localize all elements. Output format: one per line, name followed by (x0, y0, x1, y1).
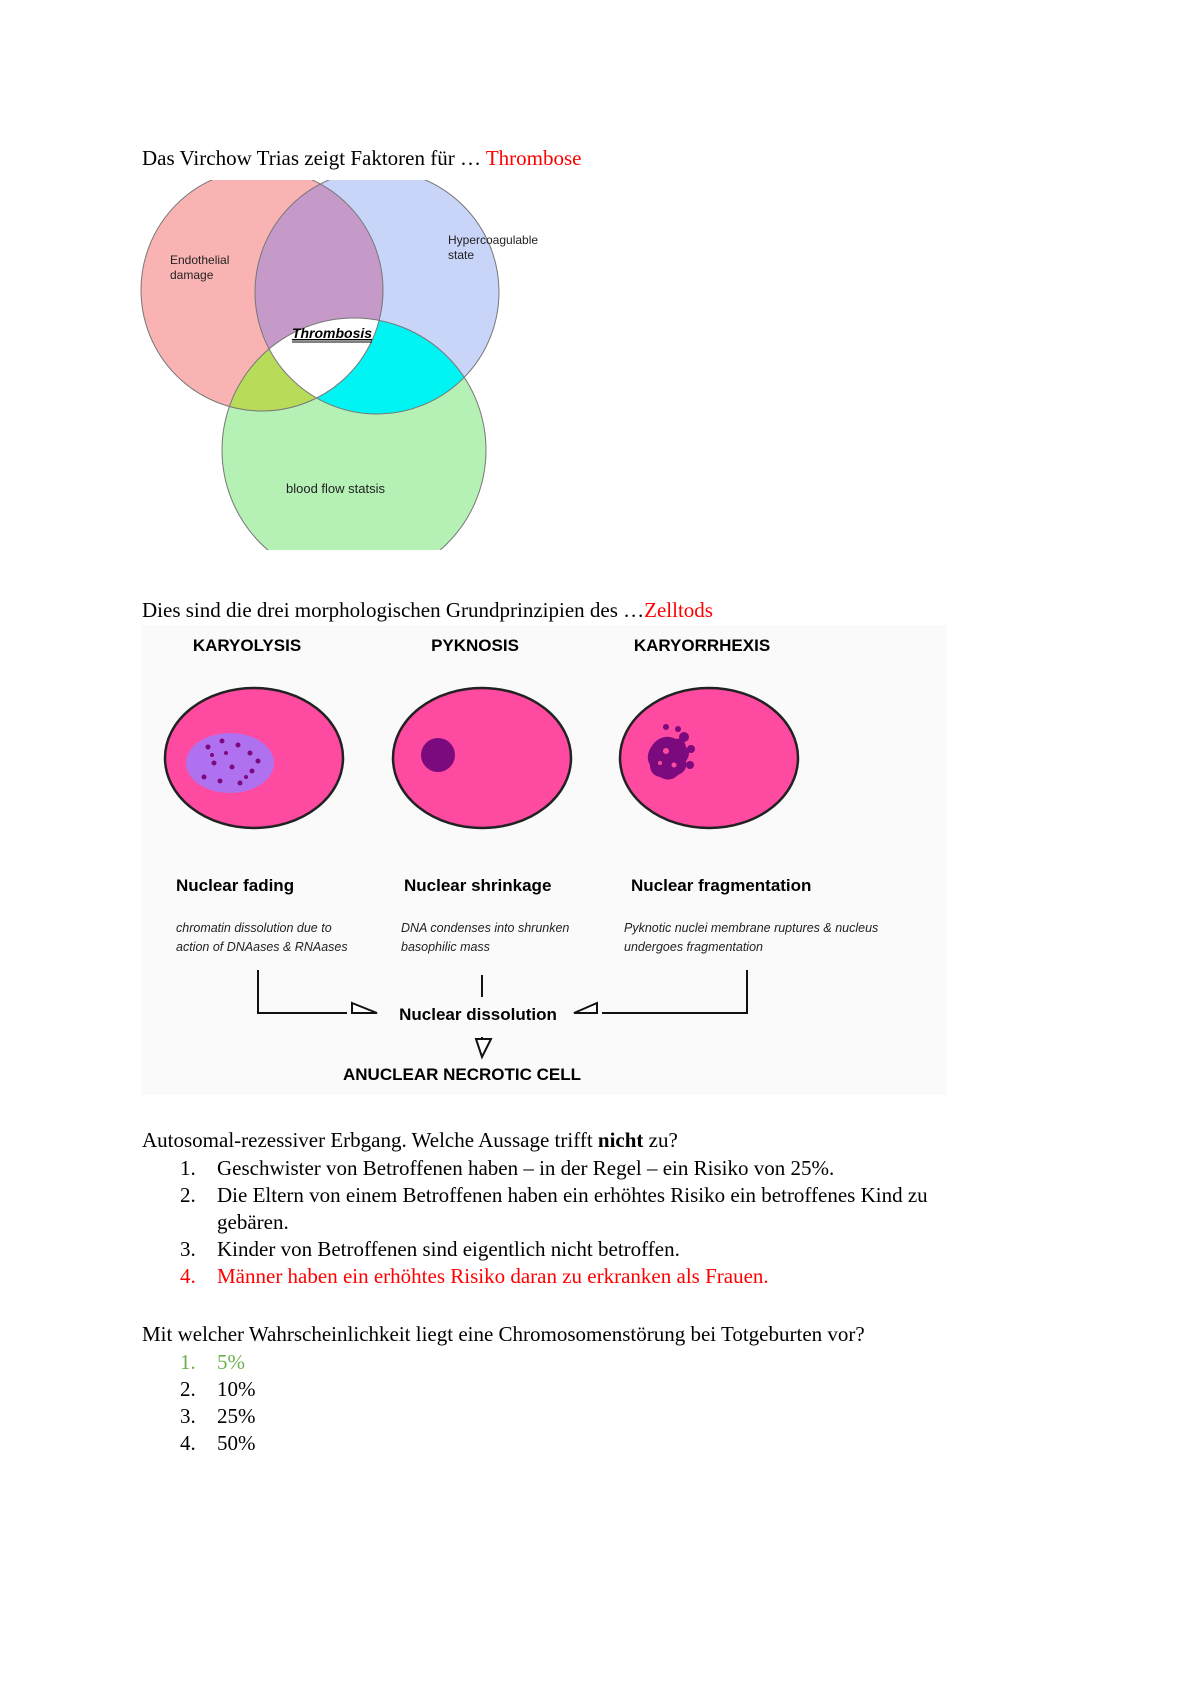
karyolysis-title: KARYOLYSIS (192, 636, 302, 655)
question-1-answer: Thrombose (485, 146, 582, 170)
question-3-option-3: 3. Kinder von Betroffenen sind eigentlich nicht betroffen. (180, 1237, 680, 1261)
question-4-options (180, 1349, 256, 1457)
karyorrhexis-cell (620, 688, 798, 828)
cell-death-figure (142, 625, 947, 1095)
question-3-text-bold: nicht (597, 1128, 644, 1152)
question-3-options (180, 1155, 928, 1290)
karyolysis-nucleus (186, 733, 274, 793)
nuclear-fading-heading: Nuclear fading (176, 876, 295, 895)
question-1 (142, 146, 582, 171)
question-4-option-3: 3. 25% (180, 1404, 256, 1428)
question-3-option-4-correct: 4. Männer haben ein erhöhtes Risiko daran zu erkranken als Frauen. (180, 1264, 769, 1288)
question-2 (142, 598, 713, 623)
karyolysis-desc-1: chromatin dissolution due to (176, 921, 332, 935)
venn-label-center: Thrombosis (291, 325, 373, 341)
question-4-option-2: 2. 10% (180, 1377, 256, 1401)
venn-label-hyper-1: Hypercoagulable (448, 233, 539, 247)
karyolysis-desc-2: action of DNAases & RNAases (176, 940, 348, 954)
question-4-option-1-correct: 1. 5% (180, 1350, 245, 1374)
question-2-answer: Zelltods (644, 598, 713, 622)
pyknosis-desc-2: basophilic mass (401, 940, 490, 954)
karyorrhexis-title: KARYORRHEXIS (633, 636, 771, 655)
karyorrhexis-desc-1: Pyknotic nuclei membrane ruptures & nucleus (624, 921, 879, 935)
pyknosis-cell (393, 688, 571, 828)
venn-label-hyper-2: state (448, 248, 475, 262)
question-3-option-2: 2. Die Eltern von einem Betroffenen haben ein erhöhtes Risiko ein betroffenes Kind zu gebären. (180, 1183, 928, 1234)
question-3-text-post: zu? (643, 1128, 678, 1152)
question-1-text: Das Virchow Trias zeigt Faktoren für … (142, 146, 486, 170)
venn-label-endothelial-2: damage (170, 268, 214, 282)
nuclear-fragmentation-heading: Nuclear fragmentation (631, 876, 812, 895)
question-4 (142, 1322, 865, 1347)
nuclear-shrinkage-heading: Nuclear shrinkage (404, 876, 552, 895)
nuclear-dissolution-label: Nuclear dissolution (399, 1005, 557, 1024)
venn-label-blood-flow: blood flow statsis (286, 481, 385, 496)
question-3-option-1: 1. Geschwister von Betroffenen haben – in der Regel – ein Risiko von 25%. (180, 1156, 835, 1180)
question-3-text-pre: Autosomal-rezessiver Erbgang. Welche Aussage trifft (142, 1128, 598, 1152)
virchow-triad-venn-diagram (140, 180, 580, 550)
question-3 (142, 1128, 678, 1153)
pyknosis-title: PYKNOSIS (431, 636, 519, 655)
karyorrhexis-desc-2: undergoes fragmentation (624, 940, 763, 954)
question-4-text: Mit welcher Wahrscheinlichkeit liegt eine Chromosomenstörung bei Totgeburten vor? (142, 1322, 865, 1346)
anuclear-necrotic-cell-label: ANUCLEAR NECROTIC CELL (343, 1065, 581, 1084)
venn-label-endothelial-1: Endothelial (170, 253, 230, 267)
question-2-text: Dies sind die drei morphologischen Grundprinzipien des … (142, 598, 645, 622)
pyknosis-nucleus (421, 738, 455, 772)
question-4-option-4: 4. 50% (180, 1431, 256, 1455)
pyknosis-desc-1: DNA condenses into shrunken (401, 921, 570, 935)
